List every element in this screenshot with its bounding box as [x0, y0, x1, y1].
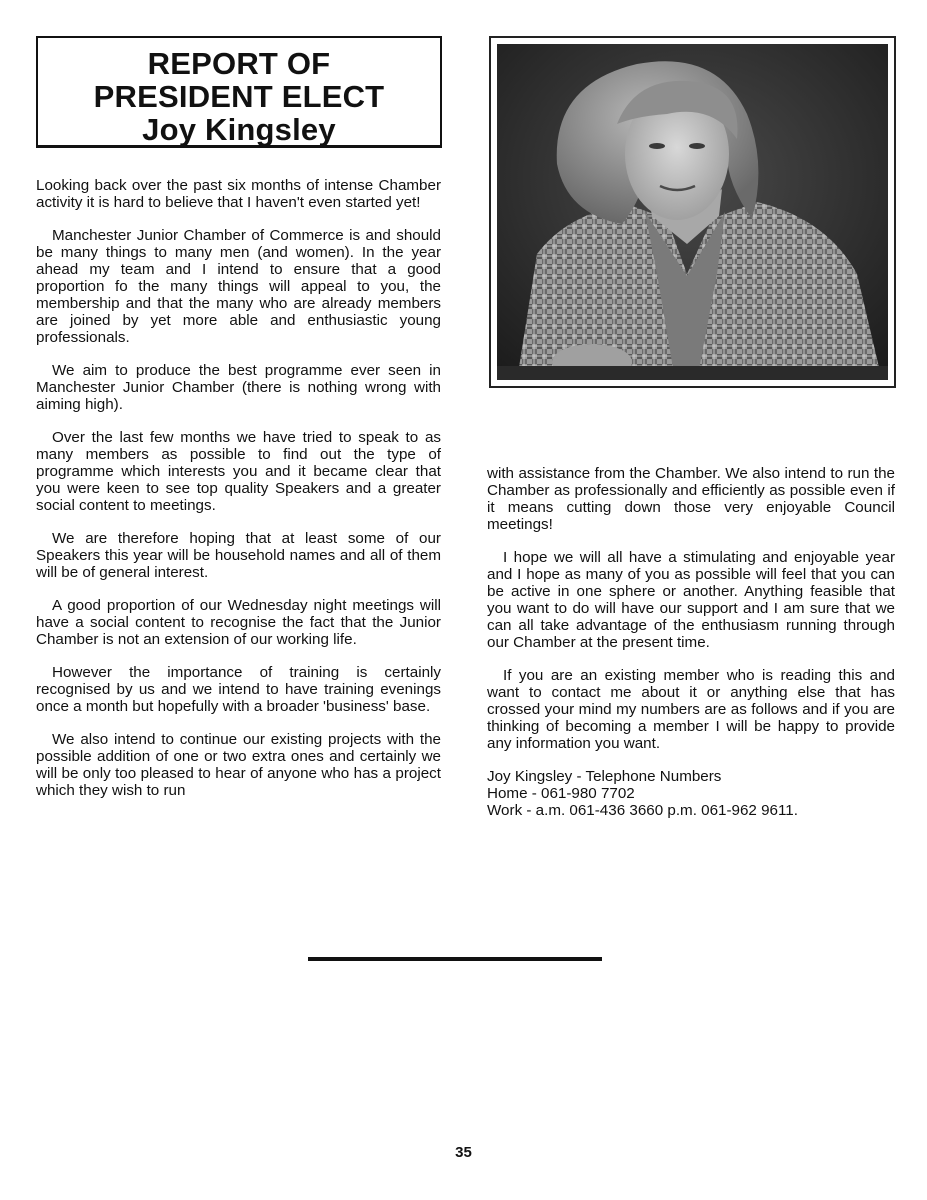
portrait-illustration [497, 44, 888, 380]
horizontal-rule [308, 957, 602, 961]
paragraph: Over the last few months we have tried to speak to as many members as possible to find out the type of programme which interests you and it became clear that you were keen to see top quality Speakers and a greater social content to meetings. [36, 429, 441, 514]
title-line-3: Joy Kingsley [142, 112, 336, 147]
page-number: 35 [455, 1144, 472, 1161]
left-column [36, 177, 441, 815]
paragraph: We are therefore hoping that at least some of our Speakers this year will be household names and all of them will be of general interest. [36, 530, 441, 581]
contact-work-number: Work - a.m. 061-436 3660 p.m. 061-962 9611. [487, 802, 798, 819]
contact-home-number: Home - 061-980 7702 [487, 785, 635, 802]
paragraph: Looking back over the past six months of intense Chamber activity it is hard to believe that I haven't even started yet! [36, 177, 441, 211]
paragraph: However the importance of training is certainly recognised by us and we intend to have training evenings once a month but hopefully with a broader 'business' base. [36, 664, 441, 715]
portrait-photo [489, 36, 896, 388]
paragraph: I hope we will all have a stimulating and enjoyable year and I hope as many of you as possible will feel that you can be active in one sphere or another. Anything feasible that you want to do will have our support and I am sure that we can all take advantage of the enthusiasm running through our Chamber at the present time. [487, 549, 895, 651]
right-column [487, 465, 895, 819]
paragraph: If you are an existing member who is reading this and want to contact me about it or anything else that has crossed your mind my numbers are as follows and if you are thinking of becoming a member I will be happy to provide any information you want. [487, 667, 895, 752]
title-line-2: PRESIDENT ELECT [93, 79, 385, 114]
paragraph: We also intend to continue our existing projects with the possible addition of one or two extra ones and certainly we will be only too pleased to hear of anyone who has a project which they wish to run [36, 731, 441, 799]
paragraph: A good proportion of our Wednesday night meetings will have a social content to recognise the fact that the Junior Chamber is not an extension of our working life. [36, 597, 441, 648]
portrait-photo-image [497, 44, 888, 380]
paragraph: We aim to produce the best programme ever seen in Manchester Junior Chamber (there is nothing wrong with aiming high). [36, 362, 441, 413]
contact-heading: Joy Kingsley - Telephone Numbers [487, 768, 722, 785]
title-line-1: REPORT OF [147, 46, 331, 81]
contact-block [487, 768, 895, 819]
paragraph: Manchester Junior Chamber of Commerce is and should be many things to many men (and women). In the year ahead my team and I intend to ensure that a good proportion fo the many things will appeal to you, the membership and that the many who are already members are joined by yet more able and enthusiastic young professionals. [36, 227, 441, 346]
paragraph: with assistance from the Chamber. We also intend to run the Chamber as professionally and efficiently as possible even if it means cutting down those very enjoyable Council meetings! [487, 465, 895, 533]
title-box [36, 36, 442, 148]
